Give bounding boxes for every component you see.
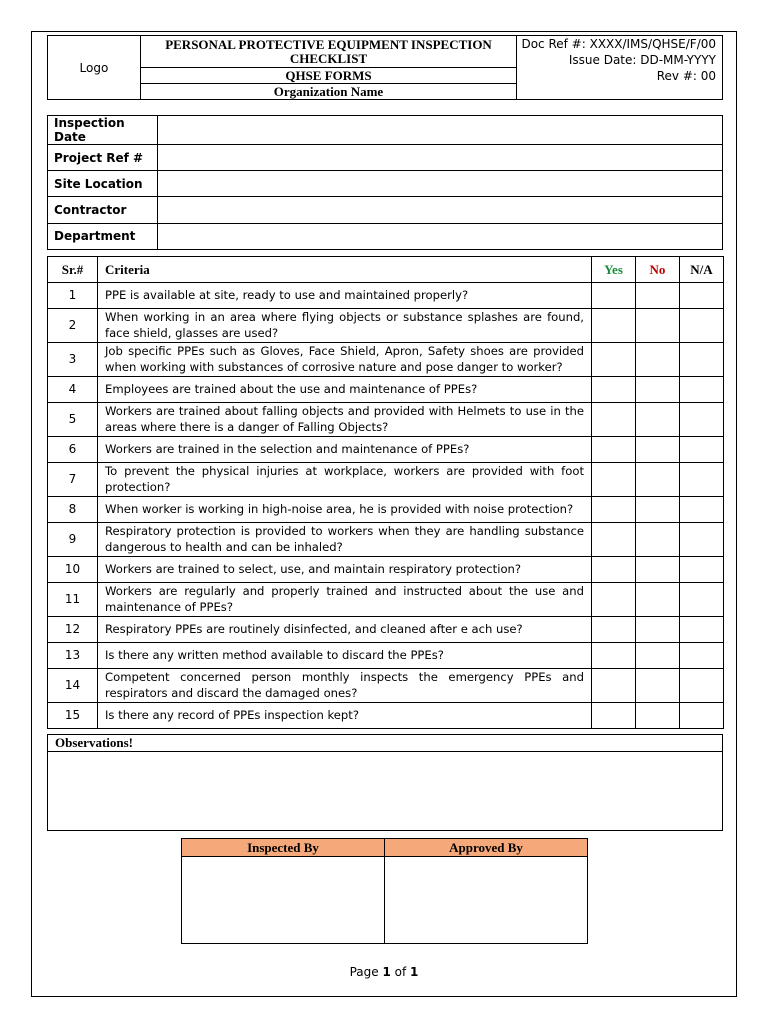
row-number: 3 bbox=[48, 343, 98, 377]
col-header-sr: Sr.# bbox=[48, 257, 98, 283]
row-number: 7 bbox=[48, 463, 98, 497]
inspected-by-label: Inspected By bbox=[182, 839, 385, 857]
checklist-row bbox=[48, 497, 724, 523]
answer-na-cell[interactable] bbox=[680, 523, 724, 557]
answer-na-cell[interactable] bbox=[680, 403, 724, 437]
answer-na-cell[interactable] bbox=[680, 309, 724, 343]
answer-no-cell[interactable] bbox=[636, 463, 680, 497]
inspected-by-signature[interactable] bbox=[182, 857, 385, 944]
info-label: Site Location bbox=[48, 171, 158, 197]
department-field[interactable] bbox=[158, 223, 723, 249]
answer-no-cell[interactable] bbox=[636, 283, 680, 309]
answer-na-cell[interactable] bbox=[680, 669, 724, 703]
page-of: of bbox=[390, 965, 411, 979]
row-criteria: Job specific PPEs such as Gloves, Face Shield, Apron, Safety shoes are provided when working with substances of corrosive nature and pose danger to worker? bbox=[98, 343, 592, 377]
row-criteria: Respiratory PPEs are routinely disinfected, and cleaned after e ach use? bbox=[98, 617, 592, 643]
answer-no-cell[interactable] bbox=[636, 557, 680, 583]
answer-na-cell[interactable] bbox=[680, 557, 724, 583]
page-footer bbox=[0, 965, 768, 979]
answer-yes-cell[interactable] bbox=[592, 283, 636, 309]
row-criteria: PPE is available at site, ready to use and maintained properly? bbox=[98, 283, 592, 309]
row-criteria: Employees are trained about the use and maintenance of PPEs? bbox=[98, 377, 592, 403]
row-criteria: Workers are regularly and properly trained and instructed about the use and maintenance of PPEs? bbox=[98, 583, 592, 617]
page-total: 1 bbox=[410, 965, 419, 979]
checklist-row bbox=[48, 523, 724, 557]
answer-no-cell[interactable] bbox=[636, 343, 680, 377]
form-title bbox=[140, 36, 516, 68]
checklist-row bbox=[48, 309, 724, 343]
document-header bbox=[47, 35, 723, 100]
form-title-line2: CHECKLIST bbox=[289, 50, 368, 66]
info-label: Project Ref # bbox=[48, 145, 158, 171]
row-number: 11 bbox=[48, 583, 98, 617]
answer-yes-cell[interactable] bbox=[592, 463, 636, 497]
col-header-na: N/A bbox=[680, 257, 724, 283]
answer-no-cell[interactable] bbox=[636, 583, 680, 617]
col-header-yes: Yes bbox=[592, 257, 636, 283]
answer-yes-cell[interactable] bbox=[592, 617, 636, 643]
answer-no-cell[interactable] bbox=[636, 703, 680, 729]
checklist-row bbox=[48, 437, 724, 463]
answer-yes-cell[interactable] bbox=[592, 437, 636, 463]
checklist-row bbox=[48, 669, 724, 703]
info-label: Department bbox=[48, 223, 158, 249]
checklist-row bbox=[48, 557, 724, 583]
checklist-row bbox=[48, 583, 724, 617]
row-criteria: Competent concerned person monthly inspects the emergency PPEs and respirators and discard the damaged ones? bbox=[98, 669, 592, 703]
checklist-row bbox=[48, 403, 724, 437]
answer-yes-cell[interactable] bbox=[592, 309, 636, 343]
answer-na-cell[interactable] bbox=[680, 437, 724, 463]
answer-no-cell[interactable] bbox=[636, 523, 680, 557]
row-criteria: Is there any record of PPEs inspection kept? bbox=[98, 703, 592, 729]
answer-yes-cell[interactable] bbox=[592, 703, 636, 729]
checklist-row bbox=[48, 463, 724, 497]
answer-no-cell[interactable] bbox=[636, 669, 680, 703]
row-criteria: When worker is working in high-noise area, he is provided with noise protection? bbox=[98, 497, 592, 523]
col-header-criteria: Criteria bbox=[98, 257, 592, 283]
page-number: 1 bbox=[382, 965, 391, 979]
answer-na-cell[interactable] bbox=[680, 497, 724, 523]
answer-no-cell[interactable] bbox=[636, 437, 680, 463]
contractor-field[interactable] bbox=[158, 197, 723, 223]
answer-no-cell[interactable] bbox=[636, 309, 680, 343]
approved-by-signature[interactable] bbox=[385, 857, 588, 944]
row-criteria: Workers are trained to select, use, and maintain respiratory protection? bbox=[98, 557, 592, 583]
row-number: 14 bbox=[48, 669, 98, 703]
forms-label: QHSE FORMS bbox=[140, 68, 516, 84]
answer-no-cell[interactable] bbox=[636, 377, 680, 403]
observations-field[interactable] bbox=[48, 752, 723, 831]
row-criteria: Workers are trained about falling objects and provided with Helmets to use in the areas where there is a danger of Falling Objects? bbox=[98, 403, 592, 437]
row-number: 1 bbox=[48, 283, 98, 309]
answer-no-cell[interactable] bbox=[636, 403, 680, 437]
row-number: 12 bbox=[48, 617, 98, 643]
doc-ref: Doc Ref #: XXXX/IMS/QHSE/F/00 bbox=[521, 37, 716, 51]
checklist-row bbox=[48, 617, 724, 643]
row-criteria: Workers are trained in the selection and maintenance of PPEs? bbox=[98, 437, 592, 463]
row-number: 9 bbox=[48, 523, 98, 557]
row-number: 6 bbox=[48, 437, 98, 463]
row-number: 10 bbox=[48, 557, 98, 583]
logo-placeholder: Logo bbox=[48, 36, 141, 100]
observations-label: Observations! bbox=[48, 735, 723, 752]
answer-yes-cell[interactable] bbox=[592, 583, 636, 617]
answer-yes-cell[interactable] bbox=[592, 343, 636, 377]
answer-na-cell[interactable] bbox=[680, 583, 724, 617]
checklist-row bbox=[48, 703, 724, 729]
page-prefix: Page bbox=[349, 965, 383, 979]
answer-na-cell[interactable] bbox=[680, 643, 724, 669]
checklist-row bbox=[48, 283, 724, 309]
checklist-table bbox=[47, 256, 724, 729]
project-ref-field[interactable] bbox=[158, 145, 723, 171]
row-criteria: To prevent the physical injuries at workplace, workers are provided with foot protection? bbox=[98, 463, 592, 497]
answer-yes-cell[interactable] bbox=[592, 523, 636, 557]
issue-date: Issue Date: DD-MM-YYYY bbox=[568, 53, 716, 67]
answer-yes-cell[interactable] bbox=[592, 669, 636, 703]
answer-na-cell[interactable] bbox=[680, 283, 724, 309]
answer-no-cell[interactable] bbox=[636, 497, 680, 523]
answer-yes-cell[interactable] bbox=[592, 497, 636, 523]
signoff-table bbox=[181, 838, 588, 944]
row-criteria: Is there any written method available to discard the PPEs? bbox=[98, 643, 592, 669]
checklist-row bbox=[48, 377, 724, 403]
info-table bbox=[47, 115, 723, 250]
checklist-row bbox=[48, 643, 724, 669]
site-location-field[interactable] bbox=[158, 171, 723, 197]
observations-table bbox=[47, 734, 723, 831]
row-number: 4 bbox=[48, 377, 98, 403]
info-label: Inspection Date bbox=[48, 116, 158, 145]
answer-yes-cell[interactable] bbox=[592, 403, 636, 437]
row-number: 8 bbox=[48, 497, 98, 523]
form-title-line1: PERSONAL PROTECTIVE EQUIPMENT INSPECTION bbox=[165, 36, 492, 52]
answer-yes-cell[interactable] bbox=[592, 377, 636, 403]
answer-no-cell[interactable] bbox=[636, 643, 680, 669]
revision: Rev #: 00 bbox=[656, 69, 716, 83]
answer-na-cell[interactable] bbox=[680, 343, 724, 377]
answer-na-cell[interactable] bbox=[680, 703, 724, 729]
row-criteria: When working in an area where flying objects or substance splashes are found, face shield, glasses are used? bbox=[98, 309, 592, 343]
row-number: 5 bbox=[48, 403, 98, 437]
row-number: 13 bbox=[48, 643, 98, 669]
answer-no-cell[interactable] bbox=[636, 617, 680, 643]
answer-na-cell[interactable] bbox=[680, 377, 724, 403]
checklist-row bbox=[48, 343, 724, 377]
answer-na-cell[interactable] bbox=[680, 463, 724, 497]
row-criteria: Respiratory protection is provided to workers when they are handling substance dangerous to health and can be inhaled? bbox=[98, 523, 592, 557]
row-number: 2 bbox=[48, 309, 98, 343]
info-label: Contractor bbox=[48, 197, 158, 223]
row-number: 15 bbox=[48, 703, 98, 729]
document-meta bbox=[517, 36, 723, 100]
organization-name: Organization Name bbox=[140, 84, 516, 100]
answer-yes-cell[interactable] bbox=[592, 643, 636, 669]
answer-na-cell[interactable] bbox=[680, 617, 724, 643]
col-header-no: No bbox=[636, 257, 680, 283]
inspection-date-field[interactable] bbox=[158, 116, 723, 145]
approved-by-label: Approved By bbox=[385, 839, 588, 857]
answer-yes-cell[interactable] bbox=[592, 557, 636, 583]
